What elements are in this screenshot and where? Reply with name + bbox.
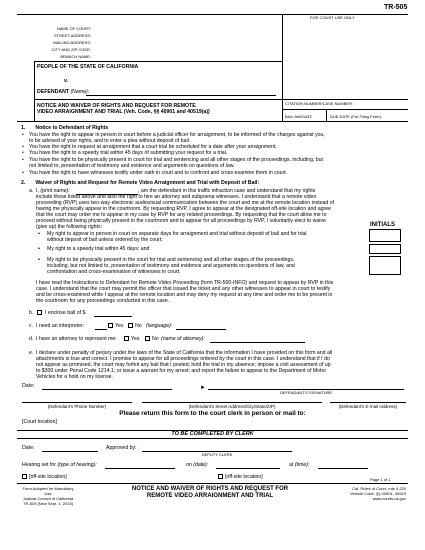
waiver-bullet-2: ▪	[38, 246, 40, 252]
footer-title-1: NOTICE AND WAIVER OF RIGHTS AND REQUEST FOR	[131, 486, 289, 492]
offsite-checkbox-2[interactable]	[218, 474, 223, 479]
s2a-line-5: that the court may order me to appear in my case by RVP for any related proceedings. By requesting that the court allow me to	[36, 212, 327, 218]
section1-title: Notice to Defendant of Rights	[35, 125, 109, 131]
d-label: d.	[29, 336, 34, 342]
s2a-line-7: (give up) the following rights:	[36, 224, 103, 230]
instructions-line-1: I have read the Instructions to Defendant for Remote Video Proceeding (form TR-500-INFO) and request to appear by RVP in this	[36, 280, 334, 286]
interpreter-no-checkbox[interactable]	[128, 323, 133, 328]
declaration-line-3: not appear as promised, the court may forfeit any bail that I posted; hold the trial in my absence; impose a civil assessment of up	[36, 362, 331, 368]
section2-title: Waiver of Rights and Request for Remote Video Arraignment and Trial with Deposit of Bail:	[35, 180, 260, 186]
declaration-line-4: to $300 under Penal Code 1214.1; or issue a warrant for my arrest; and report the failure to appear to the Department of Motor	[36, 368, 327, 374]
page-number: Page 1 of 1	[370, 477, 391, 482]
offsite-location-2: [off-site location]	[225, 474, 263, 480]
deputy-clerk-label: DEPUTY CLERK	[201, 452, 233, 457]
initials-box-1[interactable]	[369, 229, 401, 242]
address-label: (Defendant's Street Address/City/State/ZIP)	[188, 404, 276, 409]
people-caption: PEOPLE OF THE STATE OF CALIFORNIA	[37, 64, 139, 70]
interpreter-yes-checkbox[interactable]	[108, 323, 113, 328]
initials-label: INITIALS	[370, 222, 395, 228]
declaration-line-2: attachments is true and correct. I promise to appear for all proceedings ordered by the court in this case. I understand that if I do	[36, 356, 330, 362]
citation-label: CITATION NUMBER/CASE NUMBER:	[285, 101, 354, 106]
offsite-location-1: [off-site location]	[29, 474, 67, 480]
court-use-label: FOR COURT USE ONLY	[310, 15, 355, 20]
footer-right-2: Vehicle Code, §§ 40901, 40519	[350, 491, 406, 496]
waiver-3c: confrontation and cross-examination of witnesses in court.	[47, 269, 181, 275]
s1-bullet-4a: You have the right to be physically present in court for trial and sentencing and all other stages of the proceedings, including, but	[29, 157, 323, 163]
court-location: [Court location]	[22, 419, 57, 425]
language-line[interactable]	[176, 329, 226, 330]
footer-left-2: Judicial Council of California	[22, 496, 74, 501]
s2a-label: a.	[29, 188, 34, 194]
s1-bullet-1b: to be advised of your rights, and to enter a plea without deposit of bail.	[29, 138, 191, 144]
footer-right-3: www.courts.ca.gov	[372, 496, 406, 501]
section1-number: 1.	[21, 125, 26, 131]
signature-label: DEFENDANT'S SIGNATURE	[279, 390, 333, 395]
date-line[interactable]	[42, 389, 172, 390]
hearing-type-line[interactable]	[105, 468, 175, 469]
form-title: NOTICE AND WAIVER OF RIGHTS AND REQUEST FOR REMOTE VIDEO ARRAIGNMENT AND TRIAL (Veh. Code, §§ 40901 and 40519(a))	[37, 103, 210, 116]
on-label: on	[186, 462, 192, 468]
clerk-date-label: Date:	[22, 445, 35, 451]
offsite-checkbox-1[interactable]	[22, 474, 27, 479]
instructions-line-4: the courtroom for any proceedings conducted in this case.	[36, 298, 170, 304]
phone-label: (Defendant's Phone Number)	[47, 404, 107, 409]
c-label: c.	[29, 323, 34, 329]
instructions-line-3: and be cross-examined while I appear at the remote location and may deny my request at any time and order me to be present in	[36, 292, 333, 298]
attorney-yes-label: Yes	[131, 336, 140, 342]
form-id: TR-505	[384, 4, 408, 11]
footer-right-1: Cal. Rules of Court, rule 4.220	[352, 486, 406, 491]
print-name-label: (print name):	[40, 188, 70, 194]
clerk-date-line[interactable]	[42, 451, 98, 452]
waiver-bullet-1: ▪	[38, 231, 40, 237]
time-paren-label: (time):	[294, 462, 310, 468]
s1-bullet-5: You have the right to have witnesses testify under oath in court and to confront and cross-examine them in court.	[29, 170, 288, 176]
footer-left-1: Form Adopted for Mandatory Use	[22, 486, 74, 496]
declaration-line-1: I declare under penalty of perjury under the laws of the State of California that the information I have provided on this form and all	[36, 350, 333, 356]
attorney-name-line[interactable]	[210, 342, 305, 343]
interpreter-text: I need an interpreter:	[36, 323, 85, 329]
s2a-line-1: , am the defendant in this traffic infraction case and understand that my rights	[138, 188, 316, 194]
waiver-3a: My right to be physically present in the court for trial and sentencing and all other stages of the proceedings,	[47, 257, 295, 263]
hearing-date-line[interactable]	[216, 468, 280, 469]
approved-by-label: Approved by:	[106, 445, 137, 451]
declaration-line-5: Vehicles for a hold on my license.	[36, 374, 113, 380]
header-field-branch: BRANCH NAME:	[60, 54, 91, 59]
date-label: Date:	[22, 383, 35, 389]
header-field-court: NAME OF COURT:	[56, 26, 91, 31]
bail-amount-line[interactable]	[94, 316, 132, 317]
attorney-no-label: No	[152, 336, 159, 342]
clerk-header: TO BE COMPLETED BY CLERK	[171, 431, 254, 437]
email-label: (Defendant's E-mail Address)	[338, 404, 398, 409]
initials-box-3[interactable]	[369, 256, 401, 275]
s2a-line-4: having me physically appear in the courtroom. By requesting RVP, I agree to appear at the designated off-site location and agree	[36, 206, 332, 212]
attorney-text: I have an attorney to represent me:	[36, 336, 117, 342]
s1-bullet-3: You have the right to a speedy trial within 45 days of submitting your request for a trial.	[29, 150, 228, 156]
due-date-label: DUE DATE (For Filing Form):	[330, 114, 382, 119]
phone-line[interactable]	[22, 402, 132, 403]
s1-bullet-4b: not limited to, presentation of testimony and evidence and arguments on questions of law.	[29, 163, 235, 169]
defendant-name-label: (Name):	[70, 89, 90, 95]
section2-number: 2.	[21, 180, 26, 186]
at-label: at	[289, 462, 294, 468]
s2a-line-2: include those listed above and also the right to hire an attorney and subpoena witnesses. I understand that a remote video	[36, 194, 317, 200]
interpreter-no-label: No	[135, 323, 142, 329]
date-paren-label: (date):	[193, 462, 209, 468]
waiver-1a: My right to appear in person in court on separate days for arraignment and trial without deposit of bail and for trial	[47, 231, 307, 237]
waiver-3b: including, but not limited to, presentation of testimony and evidence and arguments on questions of law, and	[47, 263, 295, 269]
attorney-yes-checkbox[interactable]	[124, 336, 129, 341]
footer-title-2: REMOTE VIDEO ARRAIGNMENT AND TRIAL	[146, 493, 274, 499]
versus: v.	[64, 78, 68, 84]
language-label: (language):	[146, 323, 173, 329]
instructions-line-2: case. I understand that the court may permit the officer that issued the ticket and any other witnesses to appear in court to testify	[36, 286, 331, 292]
b-label: b.	[29, 310, 34, 316]
waiver-bullet-3: ▪	[38, 257, 40, 263]
footer-left-3: TR-505 [New Sept. 1, 2015]	[23, 501, 73, 506]
waiver-2: My right to a speedy trial within 45 days; and	[47, 246, 150, 252]
type-hearing-label: (type of hearing):	[57, 462, 97, 468]
s2a-line-3: proceeding (RVP) uses two-way electronic audiovisual communication between the court and me at the remote location instead of	[36, 200, 335, 206]
initials-box-2[interactable]	[369, 244, 401, 254]
bail-amount-label: BAIL AMOUNT:	[285, 114, 313, 119]
e-label: e.	[29, 350, 34, 356]
hearing-set-label: Hearing set for	[22, 462, 57, 468]
bail-text: I enclose bail of $	[45, 310, 86, 316]
bail-checkbox[interactable]	[37, 310, 42, 315]
attorney-no-checkbox[interactable]	[145, 336, 150, 341]
address-line[interactable]	[142, 402, 322, 403]
s2a-line-6: proceed without being physically present in the courtroom and to appear for all proceedings by RVP, I voluntarily elect to waive	[36, 218, 326, 224]
header-field-street: STREET ADDRESS:	[53, 33, 91, 38]
hearing-time-line[interactable]	[318, 468, 368, 469]
attorney-name-label: (name of attorney):	[161, 336, 205, 342]
waiver-1b: without deposit of bail unless ordered by the court;	[47, 237, 163, 243]
header-field-mailing: MAILING ADDRESS:	[53, 40, 91, 45]
interpreter-yes-label: Yes	[115, 323, 124, 329]
header-field-city: CITY AND ZIP CODE:	[51, 47, 91, 52]
defendant-label: DEFENDANT	[37, 89, 69, 95]
s1-bullet-1a: You have the right to appear in person in court before a judicial officer for arraignment, to be informed of the charges against you,	[29, 132, 325, 138]
defendant-name-line[interactable]	[86, 95, 276, 96]
s1-bullet-2: You have the right to request at arraignment that a court trial be scheduled for a date after your arraignment.	[29, 144, 277, 150]
email-line[interactable]	[330, 402, 406, 403]
return-instruction: Please return this form to the court clerk in person or mail to:	[119, 410, 306, 417]
